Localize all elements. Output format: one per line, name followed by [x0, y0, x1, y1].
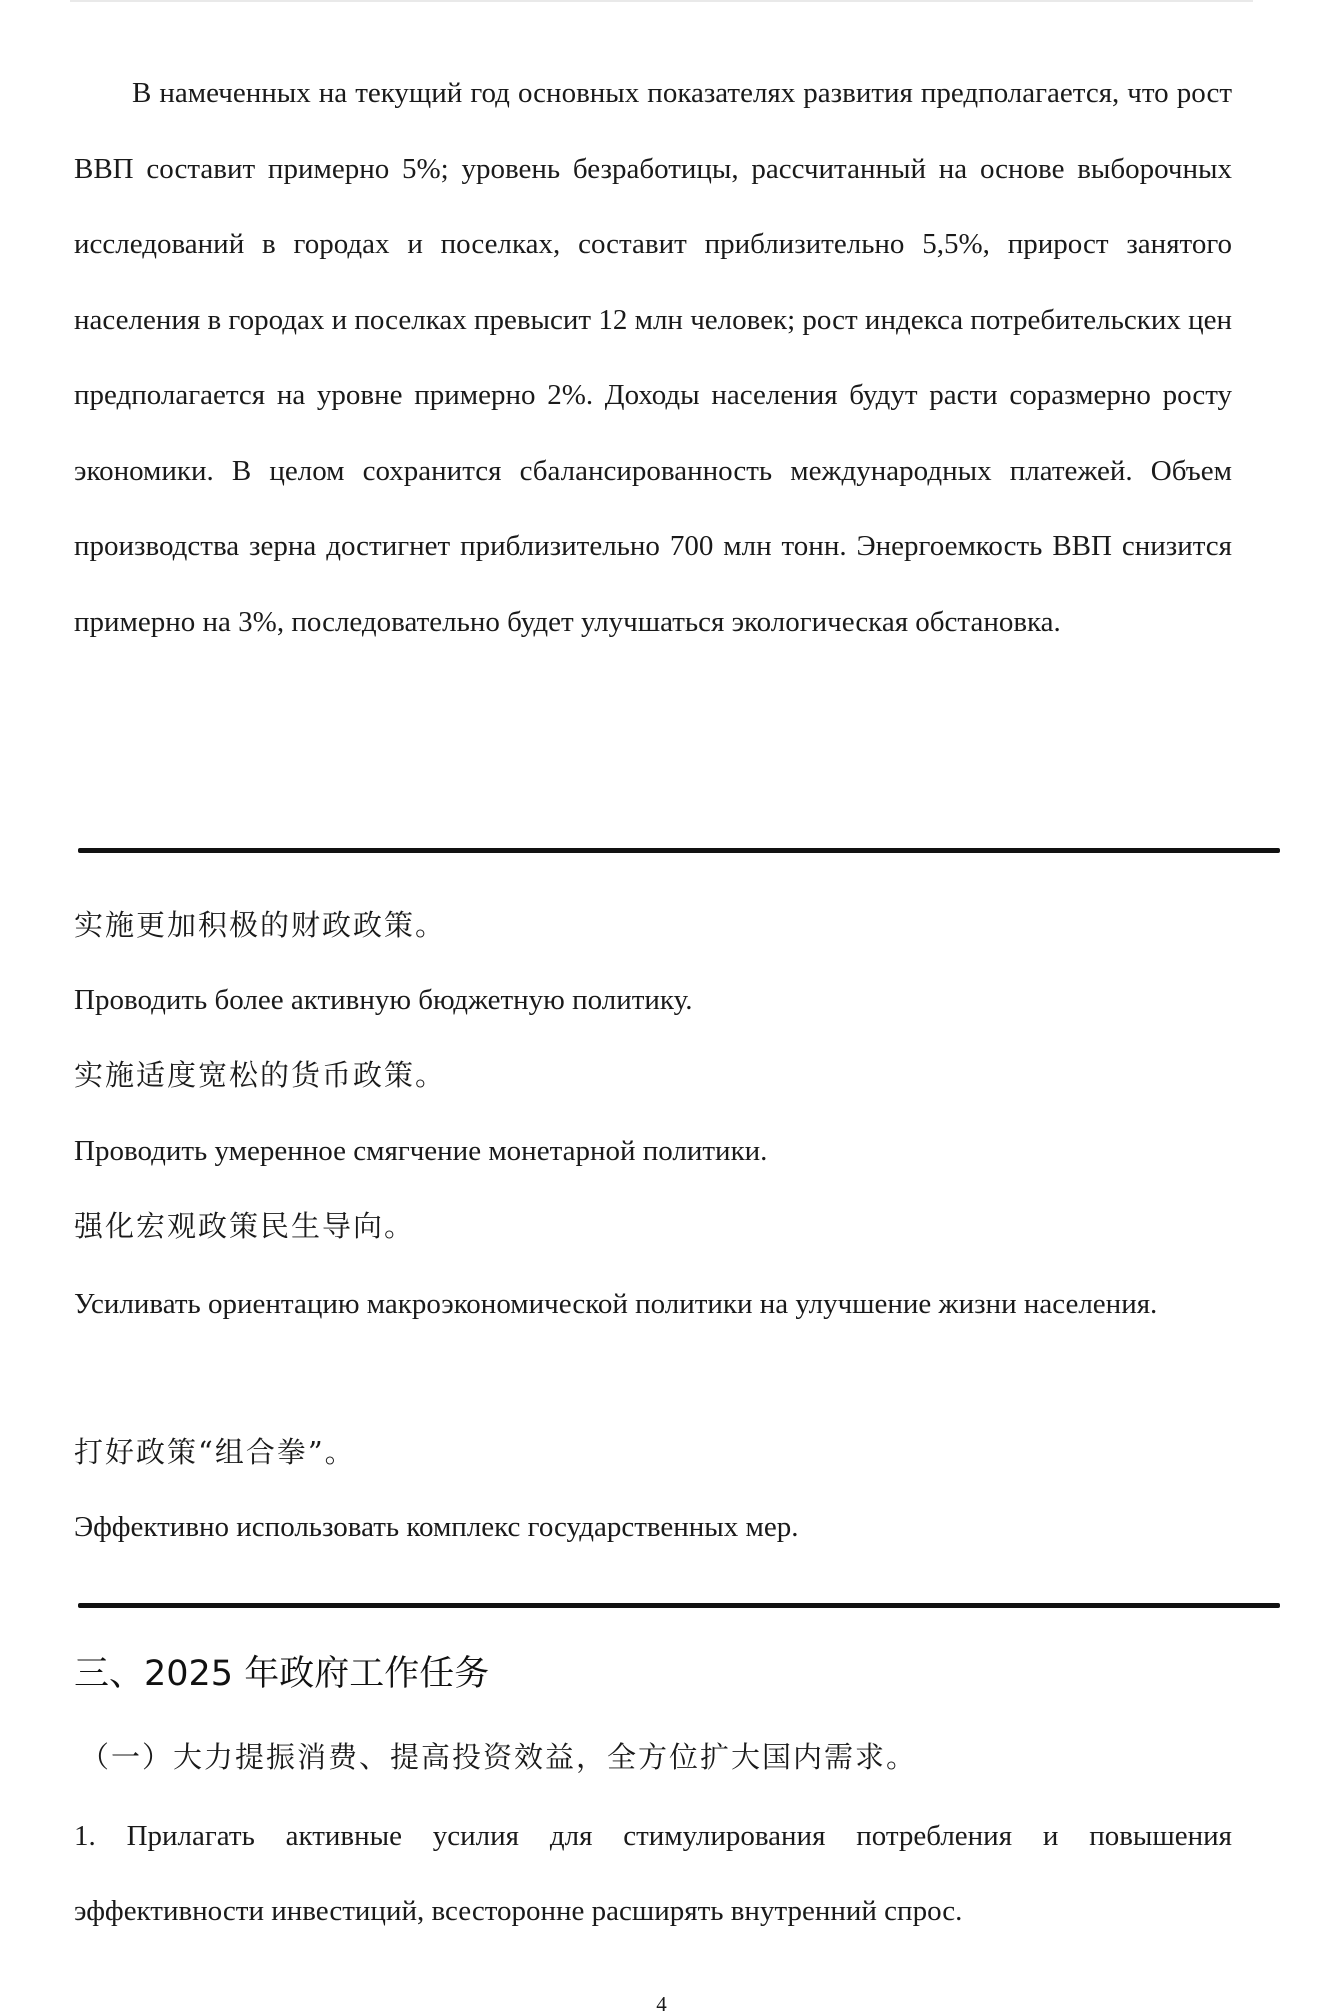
- policy-russian-1: Проводить более активную бюджетную политику.: [74, 984, 693, 1016]
- policy-russian-4: Эффективно использовать комплекс государственных мер.: [74, 1511, 799, 1543]
- policy-chinese-3: 强化宏观政策民生导向。: [74, 1209, 416, 1243]
- sub-heading: （一）大力提振消费、提高投资效益，全方位扩大国内需求。: [80, 1740, 918, 1774]
- numbered-item: 1. Прилагать активные усилия для стимулирования потребления и повышения эффективности инвестиций, всесторонне расширять внутренний спрос.: [74, 1820, 1232, 1927]
- intro-paragraph: В намеченных на текущий год основных показателях развития предполагается, что рост ВВП составит примерно 5%; уровень безработицы, рассчитанный на основе выборочных исследований в городах и поселках, составит приблизительно 5,5%, прирост занятого населения в городах и поселках превысит 12 млн человек; рост индекса потребительских цен предполагается на уровне примерно 2%. Доходы населения будут расти соразмерно росту экономики. В целом сохранится сбалансированность международных платежей. Объем производства зерна достигнет приблизительно 700 млн тонн. Энергоемкость ВВП снизится примерно на 3%, последовательно будет улучшаться экологическая обстановка.: [74, 77, 1233, 638]
- policy-chinese-2: 实施适度宽松的货币政策。: [74, 1058, 447, 1092]
- policy-chinese-1: 实施更加积极的财政政策。: [74, 908, 447, 942]
- section-heading: 三、2025 年政府工作任务: [74, 1654, 490, 1694]
- section-divider-bottom: [78, 1603, 1280, 1608]
- policy-russian-2: Проводить умеренное смягчение монетарной политики.: [74, 1135, 768, 1167]
- policy-russian-3: Усиливать ориентацию макроэкономической политики на улучшение жизни населения.: [74, 1288, 1158, 1320]
- section-divider-top: [78, 848, 1280, 853]
- top-edge-line: [70, 0, 1253, 2]
- policy-chinese-4: 打好政策“组合拳”。: [74, 1435, 356, 1469]
- page-number: 4: [656, 1992, 667, 2016]
